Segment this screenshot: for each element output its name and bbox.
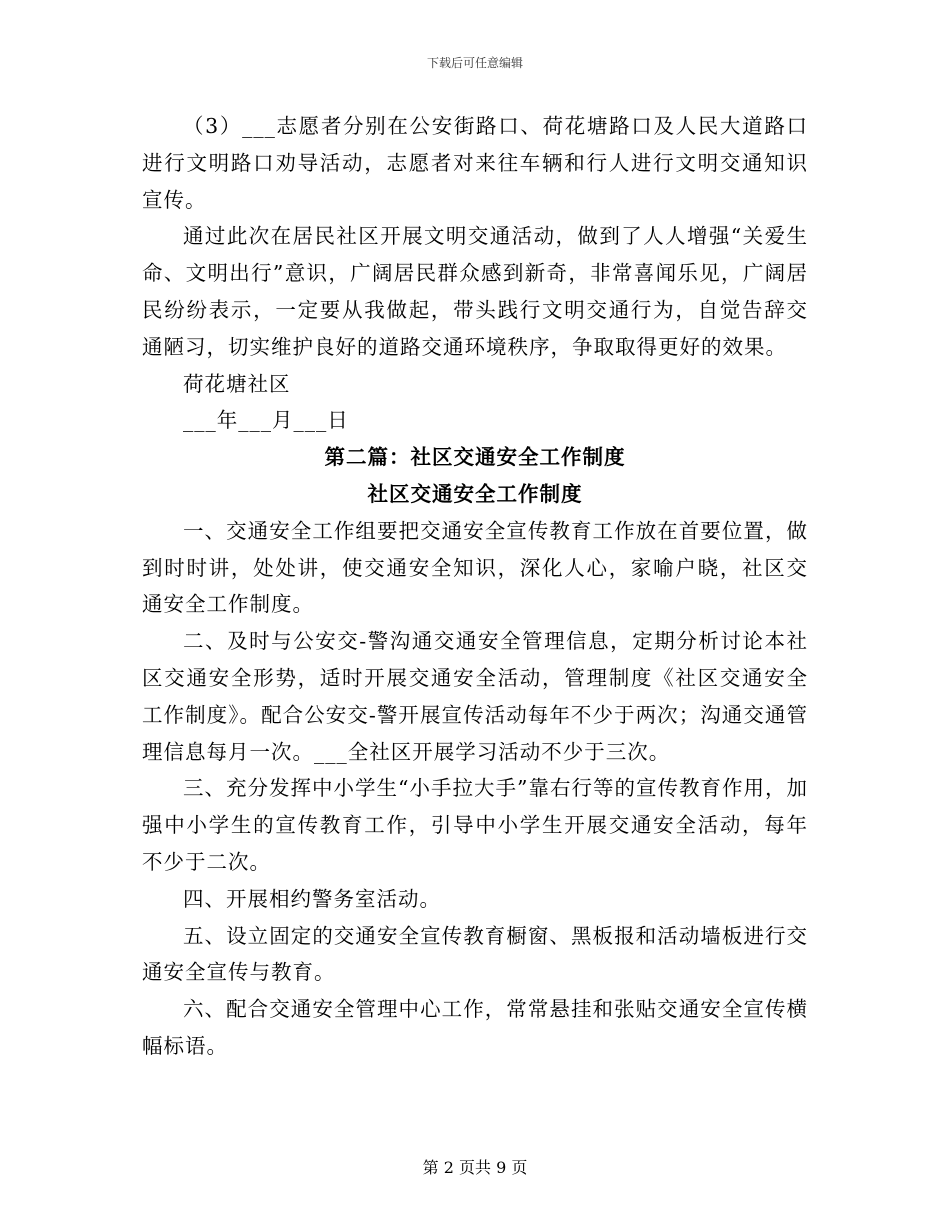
subsection-title: 社区交通安全工作制度 [367, 481, 583, 506]
rule-item-4: 四、开展相约警务室活动。 [183, 886, 441, 911]
header-note: 下载后可任意编辑 [426, 56, 523, 70]
signature-community: 荷花塘社区 [183, 371, 291, 396]
rule-item-3: 三、充分发挥中小学生“小手拉大手”靠右行等的宣传教育作用，加强中小学生的宣传教育工作，引导中小学生开展交通安全活动，每年不少于二次。 [142, 776, 808, 874]
document-body [142, 108, 808, 1065]
paragraph-activity-summary: 通过此次在居民社区开展文明交通活动，做到了人人增强“关爱生命、文明出行”意识，广阔居民群众感到新奇，非常喜闻乐见，广阔居民纷纷表示，一定要从我做起，带头践行文明交通行为，自觉告辞交通陋习，切实维护良好的道路交通环境秩序，争取取得更好的效果。 [142, 224, 808, 359]
signature-date: ___年___月___日 [183, 408, 349, 433]
rule-item-5: 五、设立固定的交通安全宣传教育橱窗、黑板报和活动墙板进行交通安全宣传与教育。 [142, 923, 808, 985]
paragraph-volunteer-activity: （3）___志愿者分别在公安街路口、荷花塘路口及人民大道路口进行文明路口劝导活动，志愿者对来往车辆和行人进行文明交通知识宣传。 [142, 114, 808, 212]
page-indicator: 第 2 页共 9 页 [422, 1158, 528, 1177]
rule-item-2: 二、及时与公安交-警沟通交通安全管理信息，定期分析讨论本社区交通安全形势，适时开展交通安全活动，管理制度《社区交通安全工作制度》。配合公安交-警开展宣传活动每年不少于两次；沟通交通管理信息每月一次。___全社区开展学习活动不少于三次。 [142, 629, 808, 764]
rule-item-1: 一、交通安全工作组要把交通安全宣传教育工作放在首要位置，做到时时讲，处处讲，使交通安全知识，深化人心，家喻户晓，社区交通安全工作制度。 [142, 518, 808, 617]
section-title: 第二篇：社区交通安全工作制度 [324, 445, 626, 470]
rule-item-6: 六、配合交通安全管理中心工作，常常悬挂和张贴交通安全宣传横幅标语。 [142, 997, 808, 1058]
